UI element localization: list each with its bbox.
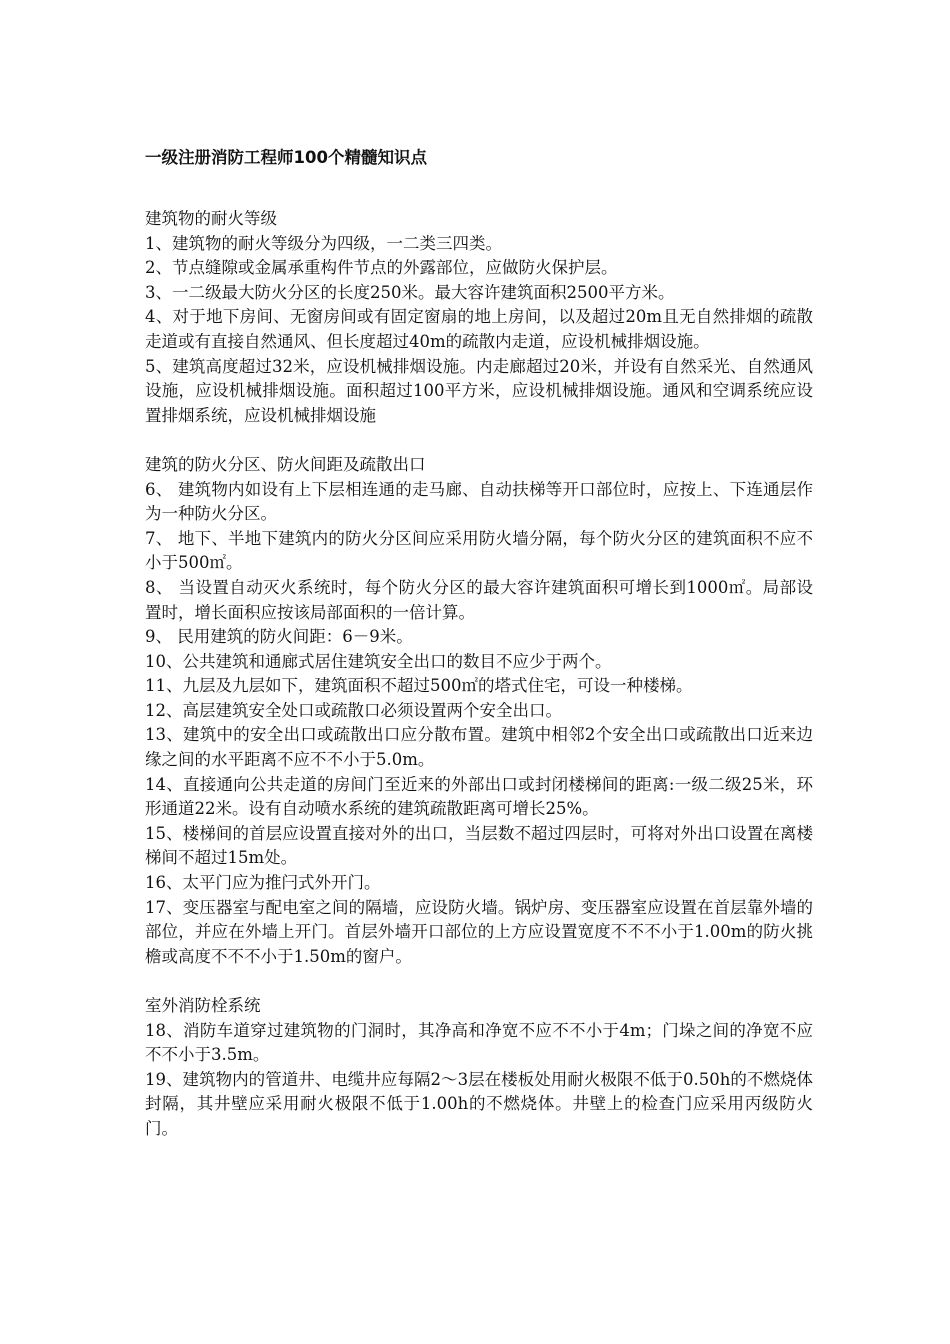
paragraph: 19、建筑物内的管道井、电缆井应每隔2～3层在楼板处用耐火极限不低于0.50h的不燃烧体封隔，其井壁应采用耐火极限不低于1.00h的不燃烧体。井壁上的检查门应采用丙级防火门。 — [145, 1069, 813, 1138]
paragraph: 13、建筑中的安全出口或疏散出口应分散布置。建筑中相邻2个安全出口或疏散出口近来边缘之间的水平距离不应不不小于5.0m。 — [145, 725, 813, 770]
section-fire-compartment — [145, 453, 813, 969]
section-outdoor-hydrant — [145, 994, 813, 1142]
paragraph: 15、楼梯间的首层应设置直接对外的出口，当层数不超过四层时，可将对外出口设置在离楼梯间不超过15m处。 — [145, 823, 813, 868]
section-heading: 建筑的防火分区、防火间距及疏散出口 — [145, 454, 426, 474]
paragraph: 17、变压器室与配电室之间的隔墙，应设防火墙。锅炉房、变压器室应设置在首层靠外墙的部位，并应在外墙上开门。首层外墙开口部位的上方应设置宽度不不不小于1.00m的防火挑檐或高度不不不小于1.50m的窗户。 — [145, 897, 813, 966]
paragraph: 1、建筑物的耐火等级分为四级，一二类三四类。 — [145, 233, 502, 253]
section-heading: 室外消防栓系统 — [145, 996, 261, 1015]
paragraph: 11、九层及九层如下，建筑面积不超过500㎡的塔式住宅，可设一种楼梯。 — [145, 676, 693, 696]
section-fire-resistance — [145, 207, 813, 428]
paragraph: 4、对于地下房间、无窗房间或有固定窗扇的地上房间，以及超过20m且无自然排烟的疏散走道或有直接自然通风、但长度超过40m的疏散内走道，应设机械排烟设施。 — [145, 307, 813, 351]
paragraph: 10、公共建筑和通廊式居住建筑安全出口的数目不应少于两个。 — [145, 651, 612, 671]
paragraph: 5、建筑高度超过32米，应设机械排烟设施。内走廊超过20米，并设有自然采光、自然通风设施，应设机械排烟设施。面积超过100平方米，应设机械排烟设施。通风和空调系统应设置排烟系统，应设机械排烟设施 — [145, 356, 813, 425]
paragraph: 8、 当设置自动灭火系统时，每个防火分区的最大容许建筑面积可增长到1000㎡。局部设置时，增长面积应按该局部面积的一倍计算。 — [145, 577, 813, 622]
paragraph: 7、 地下、半地下建筑内的防火分区间应采用防火墙分隔，每个防火分区的建筑面积不应不小于500㎡。 — [145, 528, 813, 573]
paragraph: 9、 民用建筑的防火间距：6－9米。 — [145, 627, 413, 647]
paragraph: 18、消防车道穿过建筑物的门洞时，其净高和净宽不应不不小于4m；门垛之间的净宽不应不不小于3.5m。 — [145, 1020, 813, 1065]
section-heading: 建筑物的耐火等级 — [145, 209, 277, 228]
paragraph: 3、一二级最大防火分区的长度250米。最大容许建筑面积2500平方米。 — [145, 282, 675, 302]
document-title: 一级注册消防工程师100个精髓知识点 — [145, 148, 427, 167]
paragraph: 16、太平门应为推闩式外开门。 — [145, 873, 381, 893]
document-body — [145, 207, 813, 1166]
paragraph: 6、 建筑物内如设有上下层相连通的走马廊、自动扶梯等开口部位时，应按上、下连通层作为一种防火分区。 — [145, 479, 813, 524]
paragraph: 12、高层建筑安全处口或疏散口必须设置两个安全出口。 — [145, 700, 562, 720]
paragraph: 2、节点缝隙或金属承重构件节点的外露部位，应做防火保护层。 — [145, 258, 618, 278]
paragraph: 14、直接通向公共走道的房间门至近来的外部出口或封闭楼梯间的距离:一级二级25米，环形通道22米。设有自动喷水系统的建筑疏散距离可增长25%。 — [145, 774, 813, 819]
